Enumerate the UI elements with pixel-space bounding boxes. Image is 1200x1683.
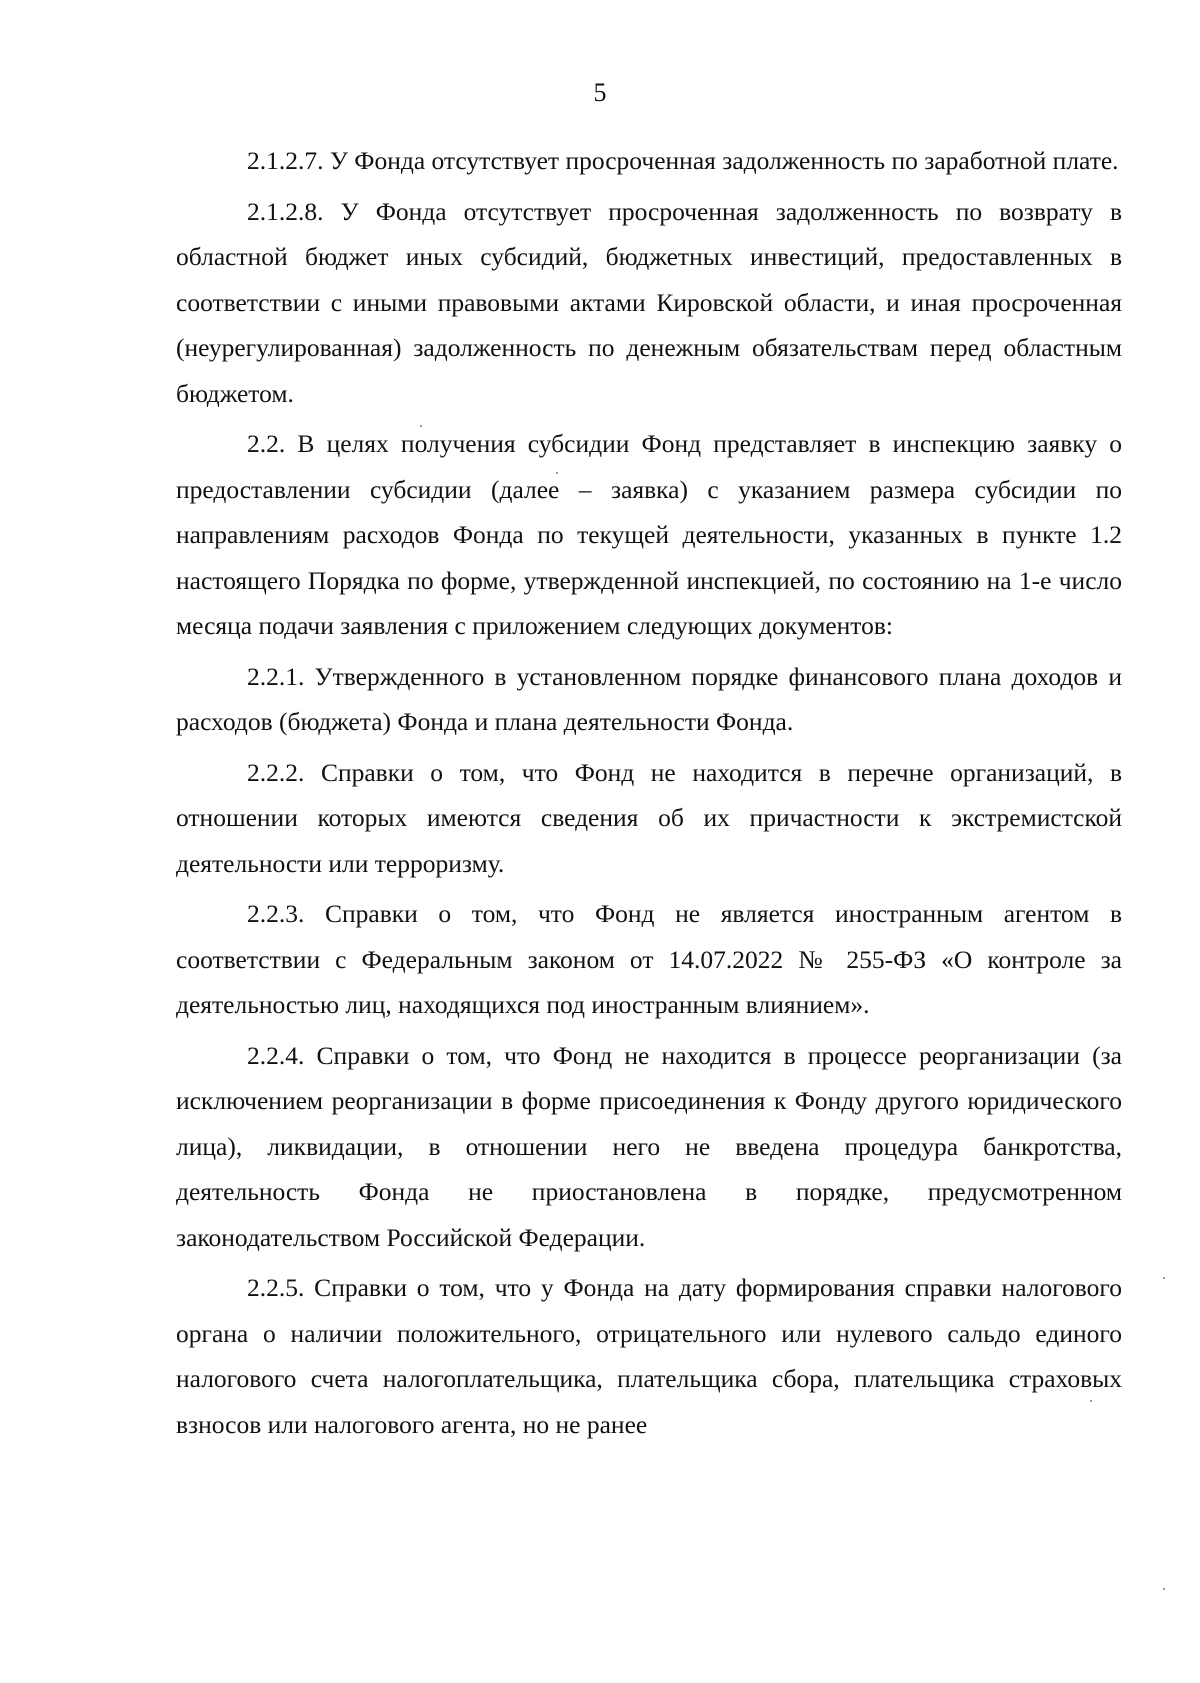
paragraph-2-2-3: 2.2.3. Справки о том, что Фонд не является иностранным агентом в соответствии с Федеральным законом от 14.07.2022 № 255-ФЗ «О контроле за деятельностью лиц, находящихся под иностранным влиянием». (176, 899, 1122, 1019)
paragraph-2-2-2: 2.2.2. Справки о том, что Фонд не находится в перечне организаций, в отношении которых имеются сведения об их причастности к экстремистской деятельности или терроризму. (176, 757, 1122, 878)
scan-speck (1163, 1588, 1165, 1590)
paragraph-2-2-1: 2.2.1. Утвержденного в установленном порядке финансового плана доходов и расходов (бюджета) Фонда и плана деятельности Фонда. (176, 661, 1122, 736)
paragraph-2-2-4: 2.2.4. Справки о том, что Фонд не находится в процессе реорганизации (за исключением реорганизации в форме присоединения к Фонду другого юридического лица), ликвидации, в отношении него не введена процедура банкротства, деятельность Фонда не приостановлена в порядке, предусмотренном законодательством Российской Федерации. (176, 1040, 1122, 1252)
scan-speck (1090, 1400, 1092, 1402)
paragraph-2-2: 2.2. В целях получения субсидии Фонд представляет в инспекцию заявку о предоставлении субсидии (далее – заявка) с указанием размера субсидии по направлениям расходов Фонда по текущей деятельности, указанных в пункте 1.2 настоящего Порядка по форме, утвержденной инспекцией, по состоянию на 1-е число месяца подачи заявления с приложением следующих документов: (176, 429, 1122, 640)
scan-speck (1163, 1277, 1165, 1279)
paragraph-2-1-2-7: 2.1.2.7. У Фонда отсутствует просроченная задолженность по заработной плате. (247, 146, 1119, 175)
scan-speck (556, 472, 558, 474)
paragraph-2-2-5: 2.2.5. Справки о том, что у Фонда на дату формирования справки налогового органа о наличии положительного, отрицательного или нулевого сальдо единого налогового счета налогоплательщика, плательщика сбора, плательщика страховых взносов или налогового агента, но не ранее (176, 1273, 1122, 1439)
page-number: 5 (593, 78, 607, 107)
document-body (176, 138, 1122, 1447)
paragraph-2-1-2-8: 2.1.2.8. У Фонда отсутствует просроченная задолженность по возврату в областной бюджет иных субсидий, бюджетных инвестиций, предоставленных в соответствии с иными правовыми актами Кировской области, и иная просроченная (неурегулированная) задолженность по денежным обязательствам перед областным бюджетом. (176, 196, 1122, 408)
scan-speck (420, 425, 422, 427)
